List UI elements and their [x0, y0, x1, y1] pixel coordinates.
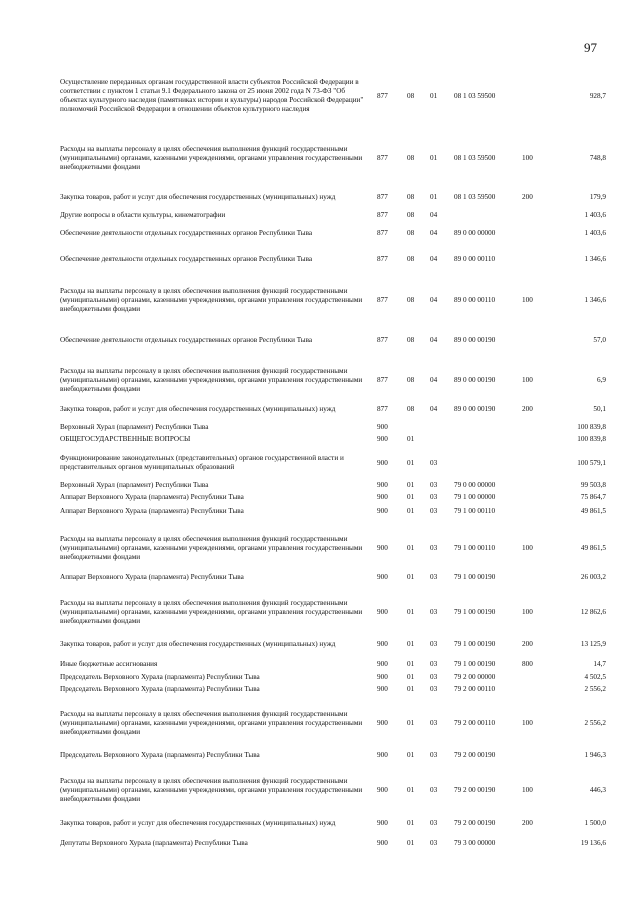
row-rz: 01	[407, 838, 415, 847]
row-csr: 08 1 03 59500	[454, 91, 496, 100]
table-row	[60, 187, 606, 207]
row-rz: 01	[407, 493, 415, 501]
row-sum: 57,0	[593, 336, 606, 344]
row-rz: 08	[407, 404, 415, 413]
row-pr: 03	[430, 786, 438, 794]
row-csr: 79 0 00 00000	[454, 481, 496, 489]
row-csr: 89 0 00 00190	[454, 376, 496, 384]
row-rz: 08	[407, 255, 415, 263]
row-gr: 900	[377, 786, 388, 794]
table-row	[60, 68, 606, 124]
row-gr: 900	[377, 572, 388, 581]
row-sum: 100 839,8	[577, 434, 606, 443]
row-csr: 79 1 00 00110	[454, 544, 496, 552]
row-vr: 100	[522, 376, 533, 384]
row-pr: 03	[430, 506, 438, 515]
row-name: Председатель Верховного Хурала (парламента) Республики Тыва	[60, 751, 260, 759]
row-vr: 100	[522, 719, 533, 727]
row-gr: 900	[377, 673, 388, 681]
row-name: Аппарат Верховного Хурала (парламента) Республики Тыва	[60, 493, 244, 501]
table-row	[60, 330, 606, 351]
table-row	[60, 223, 606, 244]
row-vr: 200	[522, 404, 533, 413]
row-pr: 01	[430, 153, 438, 162]
row-rz: 08	[407, 229, 415, 237]
row-pr: 03	[430, 719, 438, 727]
row-pr: 03	[430, 639, 438, 648]
row-name: Закупка товаров, работ и услуг для обеспечения государственных (муниципальных) нужд	[60, 819, 336, 827]
row-gr: 900	[377, 819, 388, 827]
row-name: Расходы на выплаты персоналу в целях обеспечения выполнения функций государственными (муниципальными) органами, казенными учреждениями, органами управления государственными внебюджетными фондами	[60, 777, 363, 803]
table-row	[60, 660, 606, 669]
row-pr: 03	[430, 685, 438, 693]
row-gr: 900	[377, 660, 388, 668]
row-vr: 100	[522, 296, 533, 304]
row-pr: 03	[430, 572, 438, 581]
row-sum: 19 136,6	[580, 838, 606, 847]
row-pr: 03	[430, 481, 438, 489]
row-rz: 08	[407, 153, 415, 162]
row-sum: 1 946,3	[584, 751, 606, 759]
row-name: Расходы на выплаты персоналу в целях обеспечения выполнения функций государственными (муниципальными) органами, казенными учреждениями, органами управления государственными внебюджетными фондами	[60, 144, 363, 171]
table-row	[60, 594, 606, 631]
row-gr: 900	[377, 685, 388, 693]
row-csr: 89 0 00 00110	[454, 296, 496, 304]
row-csr: 79 2 00 00190	[454, 786, 496, 794]
row-sum: 2 556,2	[584, 719, 606, 727]
row-gr: 900	[377, 544, 388, 552]
row-name: Обеспечение деятельности отдельных государственных органов Республики Тыва	[60, 229, 313, 237]
row-gr: 877	[377, 192, 388, 201]
row-rz: 01	[407, 673, 415, 681]
row-sum: 99 503,8	[580, 481, 606, 489]
row-vr: 100	[522, 544, 533, 552]
row-rz: 08	[407, 211, 415, 219]
row-gr: 900	[377, 434, 388, 443]
row-name: Председатель Верховного Хурала (парламента) Республики Тыва	[60, 673, 260, 681]
row-sum: 1 500,0	[584, 819, 606, 827]
table-row	[60, 249, 606, 270]
table-row	[60, 398, 606, 420]
row-sum: 446,3	[589, 786, 606, 794]
row-sum: 12 862,6	[580, 608, 606, 616]
row-name: Аппарат Верховного Хурала (парламента) Республики Тыва	[60, 506, 244, 515]
row-rz: 01	[407, 685, 415, 693]
row-sum: 748,8	[589, 153, 606, 162]
row-rz: 01	[407, 719, 415, 727]
page-number: 97	[584, 40, 597, 55]
row-csr: 79 2 00 00110	[454, 685, 496, 693]
row-sum: 75 864,7	[580, 493, 606, 501]
row-sum: 49 861,5	[580, 544, 606, 552]
table-row	[60, 493, 606, 502]
row-rz: 01	[407, 660, 415, 668]
row-vr: 200	[522, 639, 533, 648]
row-sum: 1 346,6	[584, 255, 606, 263]
row-csr: 89 0 00 00000	[454, 229, 496, 237]
row-pr: 04	[430, 255, 438, 263]
row-gr: 877	[377, 376, 388, 384]
row-rz: 01	[407, 608, 415, 616]
row-name: Обеспечение деятельности отдельных государственных органов Республики Тыва	[60, 336, 313, 344]
row-pr: 03	[430, 673, 438, 681]
row-csr: 79 1 00 00190	[454, 639, 496, 648]
row-name: Закупка товаров, работ и услуг для обеспечения государственных (муниципальных) нужд	[60, 639, 336, 648]
row-gr: 900	[377, 639, 388, 648]
row-sum: 179,9	[589, 192, 606, 201]
row-rz: 01	[407, 751, 415, 759]
row-pr: 04	[430, 404, 438, 413]
row-gr: 900	[377, 506, 388, 515]
row-sum: 100 579,1	[577, 458, 606, 467]
row-gr: 900	[377, 458, 388, 467]
row-pr: 04	[430, 376, 438, 384]
row-name: Председатель Верховного Хурала (парламента) Республики Тыва	[60, 685, 260, 693]
row-rz: 08	[407, 192, 415, 201]
row-sum: 13 125,9	[580, 639, 606, 648]
row-vr: 100	[522, 608, 533, 616]
row-gr: 900	[377, 838, 388, 847]
row-sum: 928,7	[589, 91, 606, 100]
row-gr: 877	[377, 91, 388, 100]
row-pr: 01	[430, 91, 438, 100]
row-pr: 04	[430, 211, 438, 219]
row-rz: 01	[407, 434, 415, 443]
row-name: Закупка товаров, работ и услуг для обеспечения государственных (муниципальных) нужд	[60, 404, 336, 413]
table-row	[60, 138, 606, 178]
row-name: Расходы на выплаты персоналу в целях обеспечения выполнения функций государственными (муниципальными) органами, казенными учреждениями, органами управления государственными внебюджетными фондами	[60, 367, 363, 393]
row-sum: 2 556,2	[584, 685, 606, 693]
row-pr: 03	[430, 660, 438, 668]
row-rz: 01	[407, 572, 415, 581]
row-name: Расходы на выплаты персоналу в целях обеспечения выполнения функций государственными (муниципальными) органами, казенными учреждениями, органами управления государственными внебюджетными фондами	[60, 599, 363, 625]
table-row	[60, 751, 606, 760]
table-row	[60, 282, 606, 319]
row-vr: 800	[522, 660, 533, 668]
row-csr: 79 1 00 00110	[454, 506, 496, 515]
row-vr: 100	[522, 153, 533, 162]
row-pr: 04	[430, 296, 438, 304]
row-rz: 08	[407, 336, 415, 344]
row-gr: 877	[377, 255, 388, 263]
row-rz: 01	[407, 481, 415, 489]
row-name: Верховный Хурал (парламент) Республики Тыва	[60, 481, 209, 489]
row-sum: 4 502,5	[584, 673, 606, 681]
table-row	[60, 423, 606, 432]
row-gr: 877	[377, 229, 388, 237]
row-pr: 01	[430, 192, 438, 201]
row-vr: 200	[522, 192, 533, 201]
row-csr: 79 2 00 00110	[454, 719, 496, 727]
table-row	[60, 572, 606, 582]
row-vr: 100	[522, 786, 533, 794]
table-row	[60, 685, 606, 694]
row-name: Обеспечение деятельности отдельных государственных органов Республики Тыва	[60, 255, 313, 263]
row-gr: 877	[377, 296, 388, 304]
row-name: Верховный Хурал (парламент) Республики Тыва	[60, 423, 209, 431]
row-sum: 1 403,6	[584, 229, 606, 237]
row-gr: 900	[377, 493, 388, 501]
row-sum: 100 839,8	[577, 423, 606, 431]
row-csr: 79 1 00 00190	[454, 660, 496, 668]
row-sum: 6,9	[597, 376, 606, 384]
table-row	[60, 362, 606, 399]
row-name: Расходы на выплаты персоналу в целях обеспечения выполнения функций государственными (муниципальными) органами, казенными учреждениями, органами управления государственными внебюджетными фондами	[60, 287, 363, 313]
row-csr: 89 0 00 00190	[454, 404, 496, 413]
table-row	[60, 481, 606, 490]
row-pr: 03	[430, 608, 438, 616]
row-sum: 26 003,2	[580, 572, 606, 581]
row-name: Иные бюджетные ассигнования	[60, 660, 158, 668]
row-name: ОБЩЕГОСУДАРСТВЕННЫЕ ВОПРОСЫ	[60, 434, 191, 443]
row-name: Расходы на выплаты персоналу в целях обеспечения выполнения функций государственными (муниципальными) органами, казенными учреждениями, органами управления государственными внебюджетными фондами	[60, 710, 363, 736]
row-csr: 79 1 00 00190	[454, 572, 496, 581]
row-csr: 08 1 03 59500	[454, 153, 496, 162]
row-name: Другие вопросы в области культуры, кинематографии	[60, 211, 226, 219]
table-row	[60, 434, 606, 444]
row-csr: 79 2 00 00190	[454, 751, 496, 759]
row-csr: 89 0 00 00110	[454, 255, 496, 263]
row-rz: 08	[407, 376, 415, 384]
row-rz: 08	[407, 91, 415, 100]
row-vr: 200	[522, 819, 533, 827]
row-gr: 900	[377, 481, 388, 489]
row-gr: 877	[377, 404, 388, 413]
row-name: Функционирование законодательных (представительных) органов государственной власти и представительных органов муниципальных образований	[60, 454, 344, 471]
row-name: Закупка товаров, работ и услуг для обеспечения государственных (муниципальных) нужд	[60, 192, 336, 201]
table-row	[60, 211, 606, 220]
row-rz: 01	[407, 786, 415, 794]
table-row	[60, 838, 606, 848]
row-pr: 04	[430, 336, 438, 344]
row-gr: 900	[377, 608, 388, 616]
row-csr: 79 1 00 00190	[454, 608, 496, 616]
table-row	[60, 705, 606, 742]
row-pr: 03	[430, 819, 438, 827]
row-pr: 04	[430, 229, 438, 237]
row-gr: 900	[377, 423, 388, 431]
row-csr: 79 2 00 00190	[454, 819, 496, 827]
row-rz: 08	[407, 296, 415, 304]
row-gr: 877	[377, 336, 388, 344]
row-pr: 03	[430, 751, 438, 759]
row-pr: 03	[430, 544, 438, 552]
row-csr: 89 0 00 00190	[454, 336, 496, 344]
table-row	[60, 772, 606, 809]
row-csr: 79 3 00 00000	[454, 838, 496, 847]
row-gr: 900	[377, 719, 388, 727]
row-sum: 1 403,6	[584, 211, 606, 219]
row-csr: 79 2 00 00000	[454, 673, 496, 681]
row-gr: 877	[377, 211, 388, 219]
row-gr: 877	[377, 153, 388, 162]
row-pr: 03	[430, 838, 438, 847]
row-gr: 900	[377, 751, 388, 759]
table-row	[60, 634, 606, 654]
table-row	[60, 506, 606, 516]
row-rz: 01	[407, 639, 415, 648]
table-row	[60, 813, 606, 834]
row-name: Расходы на выплаты персоналу в целях обеспечения выполнения функций государственными (муниципальными) органами, казенными учреждениями, органами управления государственными внебюджетными фондами	[60, 535, 363, 561]
table-row	[60, 448, 606, 478]
table-row	[60, 673, 606, 682]
row-pr: 03	[430, 458, 438, 467]
row-name: Аппарат Верховного Хурала (парламента) Республики Тыва	[60, 572, 244, 581]
row-rz: 01	[407, 819, 415, 827]
table-row	[60, 530, 606, 567]
row-name: Осуществление переданных органам государственной власти субъектов Российской Федерации в соответствии с пунктом 1 статьи 9.1 Федерального закона от 25 июня 2002 года N 73-ФЗ "Об объектах культурного наследия (памятниках истории и культуры) народов Российской Федерации" полномочий Российской Федерации в отношении объектов культурного наследия	[60, 78, 364, 113]
row-pr: 03	[430, 493, 438, 501]
row-sum: 14,7	[593, 660, 606, 668]
row-sum: 50,1	[593, 404, 606, 413]
row-sum: 1 346,6	[584, 296, 606, 304]
row-rz: 01	[407, 544, 415, 552]
row-name: Депутаты Верховного Хурала (парламента) Республики Тыва	[60, 838, 248, 847]
row-csr: 79 1 00 00000	[454, 493, 496, 501]
row-csr: 08 1 03 59500	[454, 192, 496, 201]
row-sum: 49 861,5	[580, 506, 606, 515]
row-rz: 01	[407, 458, 415, 467]
row-rz: 01	[407, 506, 415, 515]
